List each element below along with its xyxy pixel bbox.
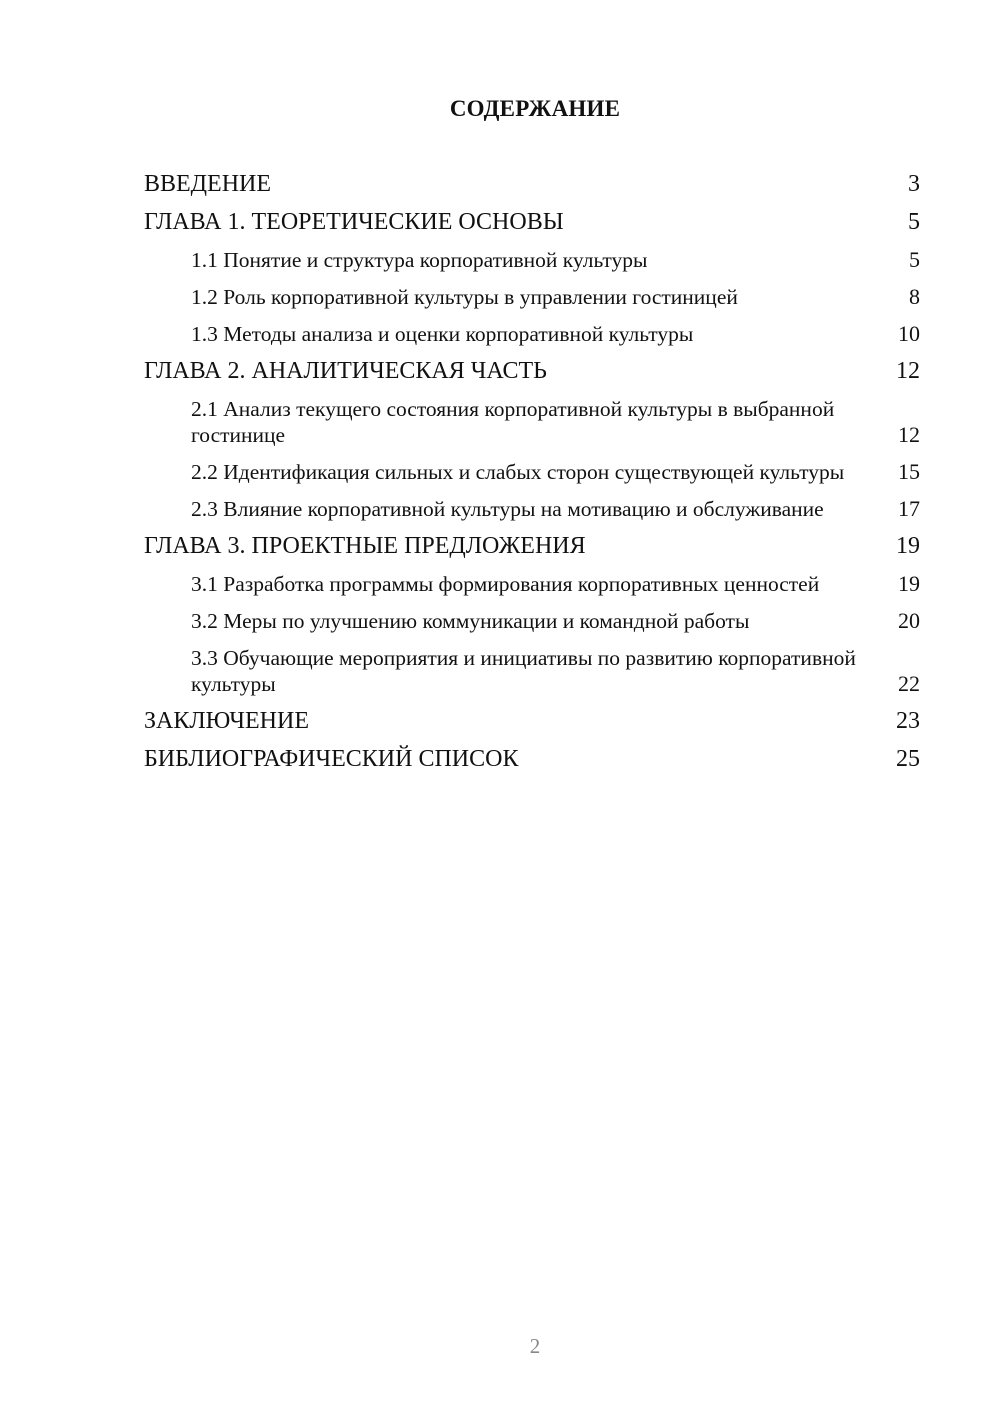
toc-entry-section-1-2[interactable] — [144, 284, 920, 310]
toc-entry-conclusion[interactable] — [144, 708, 920, 735]
toc-entry-section-3-3[interactable] — [144, 645, 920, 697]
toc-entry-page: 8 — [909, 284, 920, 309]
toc-entry-introduction[interactable] — [144, 171, 920, 198]
toc-entry-label: 3.3 Обучающие мероприятия и инициативы по развитию корпоративной культуры — [191, 646, 856, 696]
toc-entry-page: 10 — [898, 321, 920, 346]
toc-entry-page: 5 — [908, 209, 920, 235]
toc-entry-section-2-3[interactable] — [144, 496, 920, 522]
toc-entry-page: 19 — [898, 571, 920, 596]
toc-entry-section-2-2[interactable] — [144, 459, 920, 485]
toc-entry-label: 2.1 Анализ текущего состояния корпоративной культуры в выбранной гостинице — [191, 397, 835, 447]
toc-entry-label: ГЛАВА 1. ТЕОРЕТИЧЕСКИЕ ОСНОВЫ — [144, 209, 564, 235]
toc-entry-label: БИБЛИОГРАФИЧЕСКИЙ СПИСОК — [144, 746, 519, 772]
toc-entry-page: 12 — [896, 358, 920, 384]
page-number: 2 — [529, 1334, 541, 1358]
toc-entry-page: 12 — [898, 422, 920, 447]
toc-entry-page: 5 — [909, 247, 920, 272]
toc-entry-chapter-1[interactable] — [144, 209, 920, 236]
toc-entry-label: 1.3 Методы анализа и оценки корпоративной культуры — [191, 322, 694, 346]
toc-entry-page: 17 — [898, 496, 920, 521]
toc-entry-label: 2.3 Влияние корпоративной культуры на мотивацию и обслуживание — [191, 497, 824, 521]
toc-entry-label: 2.2 Идентификация сильных и слабых сторон существующей культуры — [191, 460, 845, 484]
toc-entry-page: 15 — [898, 459, 920, 484]
toc-entry-chapter-2[interactable] — [144, 358, 920, 385]
toc-entry-label: ГЛАВА 3. ПРОЕКТНЫЕ ПРЕДЛОЖЕНИЯ — [144, 533, 586, 559]
toc-entry-page: 19 — [896, 533, 920, 559]
toc-entry-label: ЗАКЛЮЧЕНИЕ — [144, 708, 309, 734]
toc-entry-page: 25 — [896, 746, 920, 772]
toc-entry-section-3-2[interactable] — [144, 608, 920, 634]
toc-entry-label: ГЛАВА 2. АНАЛИТИЧЕСКАЯ ЧАСТЬ — [144, 358, 547, 384]
toc-entry-label: 3.2 Меры по улучшению коммуникации и командной работы — [191, 609, 750, 633]
toc-entry-section-1-1[interactable] — [144, 247, 920, 273]
toc-entry-chapter-3[interactable] — [144, 533, 920, 560]
toc-entry-section-1-3[interactable] — [144, 321, 920, 347]
toc-entry-label: ВВЕДЕНИЕ — [144, 171, 272, 197]
table-of-contents — [144, 171, 920, 784]
toc-entry-section-3-1[interactable] — [144, 571, 920, 597]
toc-entry-page: 3 — [908, 171, 920, 197]
toc-entry-label: 1.1 Понятие и структура корпоративной культуры — [191, 248, 648, 272]
toc-entry-page: 22 — [898, 671, 920, 696]
page-title: СОДЕРЖАНИЕ — [449, 96, 621, 121]
toc-entry-label: 3.1 Разработка программы формирования корпоративных ценностей — [191, 572, 820, 596]
toc-entry-label: 1.2 Роль корпоративной культуры в управлении гостиницей — [191, 285, 738, 309]
toc-entry-section-2-1[interactable] — [144, 396, 920, 448]
toc-entry-page: 20 — [898, 608, 920, 633]
toc-entry-page: 23 — [896, 708, 920, 734]
toc-entry-bibliography[interactable] — [144, 746, 920, 773]
